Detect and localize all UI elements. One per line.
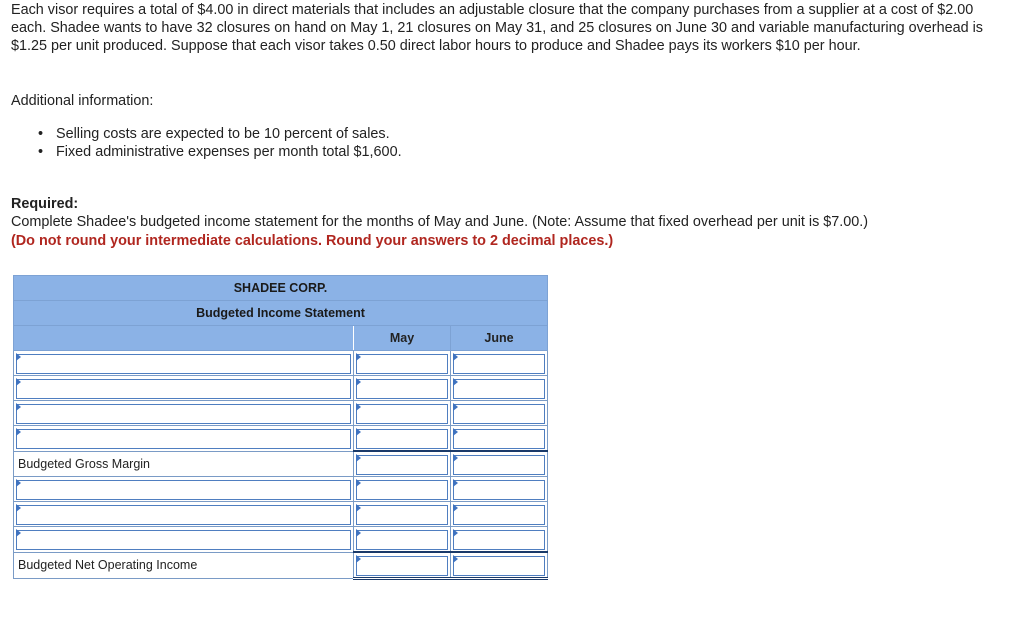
statement-row [14,426,548,452]
dropdown-indicator-icon [16,428,21,436]
june-cell[interactable] [451,376,548,401]
dropdown-indicator-icon [453,353,458,361]
dropdown-indicator-icon [16,479,21,487]
june-net-income-input[interactable] [453,556,545,576]
dropdown-indicator-icon [16,378,21,386]
additional-info-list [38,125,402,161]
june-cell[interactable] [451,502,548,527]
june-cell[interactable] [451,426,548,452]
june-cell[interactable] [451,527,548,553]
dropdown-indicator-icon [453,428,458,436]
problem-statement [11,1,1001,55]
statement-row [14,477,548,502]
statement-row [14,401,548,426]
column-header-may: May [354,326,451,351]
row-label-input[interactable] [16,530,351,550]
net-operating-income-label: Budgeted Net Operating Income [18,558,198,573]
dropdown-indicator-icon [356,403,361,411]
dropdown-indicator-icon [356,428,361,436]
june-cell[interactable] [451,351,548,376]
gross-margin-row [14,451,548,477]
dropdown-indicator-icon [453,479,458,487]
dropdown-indicator-icon [356,454,361,462]
may-cell[interactable] [354,351,451,376]
row-label-input[interactable] [16,505,351,525]
statement-row [14,527,548,553]
row-label-dropdown[interactable] [14,477,354,502]
row-label-input[interactable] [16,404,351,424]
dropdown-indicator-icon [16,529,21,537]
may-input[interactable] [356,530,448,550]
row-label-dropdown[interactable] [14,351,354,376]
dropdown-indicator-icon [356,504,361,512]
required-text: Complete Shadee's budgeted income statement for the months of May and June. (Note: Assume that fixed overhead per unit is $7.00.) [11,214,869,230]
budgeted-income-statement [13,275,548,580]
statement-row [14,502,548,527]
may-input[interactable] [356,429,448,449]
column-header-blank [14,326,354,351]
gross-margin-label-cell [14,451,354,477]
dropdown-indicator-icon [16,353,21,361]
net-operating-income-row [14,552,548,579]
dropdown-indicator-icon [453,555,458,563]
may-cell[interactable] [354,401,451,426]
may-input[interactable] [356,379,448,399]
statement-row [14,351,548,376]
may-cell[interactable] [354,552,451,579]
dropdown-indicator-icon [356,353,361,361]
bullet-selling-costs: • Selling costs are expected to be 10 percent of sales. [38,125,402,143]
may-cell[interactable] [354,426,451,452]
dropdown-indicator-icon [453,378,458,386]
may-cell[interactable] [354,527,451,553]
company-name: SHADEE CORP. [14,276,548,301]
additional-info-label: Additional information: [11,93,154,109]
june-cell[interactable] [451,401,548,426]
june-input[interactable] [453,354,545,374]
row-label-input[interactable] [16,379,351,399]
row-label-input[interactable] [16,480,351,500]
may-cell[interactable] [354,502,451,527]
june-input[interactable] [453,379,545,399]
bullet-fixed-admin: • Fixed administrative expenses per month total $1,600. [38,143,402,161]
column-header-june: June [451,326,548,351]
dropdown-indicator-icon [356,479,361,487]
dropdown-indicator-icon [16,504,21,512]
may-input[interactable] [356,505,448,525]
row-label-dropdown[interactable] [14,426,354,452]
problem-paragraph: Each visor requires a total of $4.00 in direct materials that includes an adjustable closure that the company purchases from a supplier at a cost of $2.00 each. Shadee wants to have 32 closures on hand on May 1, 21 closures on May 31, and 25 closures on June 30 and variable manufacturing overhead is $1.25 per unit produced. Suppose that each visor takes 0.50 direct labor hours to produce and Shadee pays its workers $10 per hour. [11,2,983,54]
june-input[interactable] [453,480,545,500]
dropdown-indicator-icon [16,403,21,411]
june-input[interactable] [453,404,545,424]
may-input[interactable] [356,480,448,500]
may-input[interactable] [356,354,448,374]
gross-margin-label: Budgeted Gross Margin [18,456,151,471]
row-label-dropdown[interactable] [14,527,354,553]
statement-title: Budgeted Income Statement [14,301,548,326]
dropdown-indicator-icon [453,403,458,411]
row-label-input[interactable] [16,354,351,374]
dropdown-indicator-icon [453,504,458,512]
june-input[interactable] [453,429,545,449]
june-cell[interactable] [451,552,548,579]
may-cell[interactable] [354,477,451,502]
may-cell[interactable] [354,451,451,477]
statement-row [14,376,548,401]
june-cell[interactable] [451,451,548,477]
row-label-dropdown[interactable] [14,502,354,527]
required-heading: Required: [11,196,79,212]
june-gross-margin-input[interactable] [453,455,545,475]
june-input[interactable] [453,505,545,525]
may-cell[interactable] [354,376,451,401]
rounding-note: (Do not round your intermediate calculations. Round your answers to 2 decimal places.) [11,233,614,249]
dropdown-indicator-icon [356,555,361,563]
dropdown-indicator-icon [453,529,458,537]
may-input[interactable] [356,404,448,424]
row-label-dropdown[interactable] [14,401,354,426]
row-label-input[interactable] [16,429,351,449]
net-operating-income-label-cell [14,552,354,579]
may-net-income-input[interactable] [356,556,448,576]
row-label-dropdown[interactable] [14,376,354,401]
may-gross-margin-input[interactable] [356,455,448,475]
dropdown-indicator-icon [356,529,361,537]
dropdown-indicator-icon [453,454,458,462]
june-cell[interactable] [451,477,548,502]
dropdown-indicator-icon [356,378,361,386]
june-input[interactable] [453,530,545,550]
